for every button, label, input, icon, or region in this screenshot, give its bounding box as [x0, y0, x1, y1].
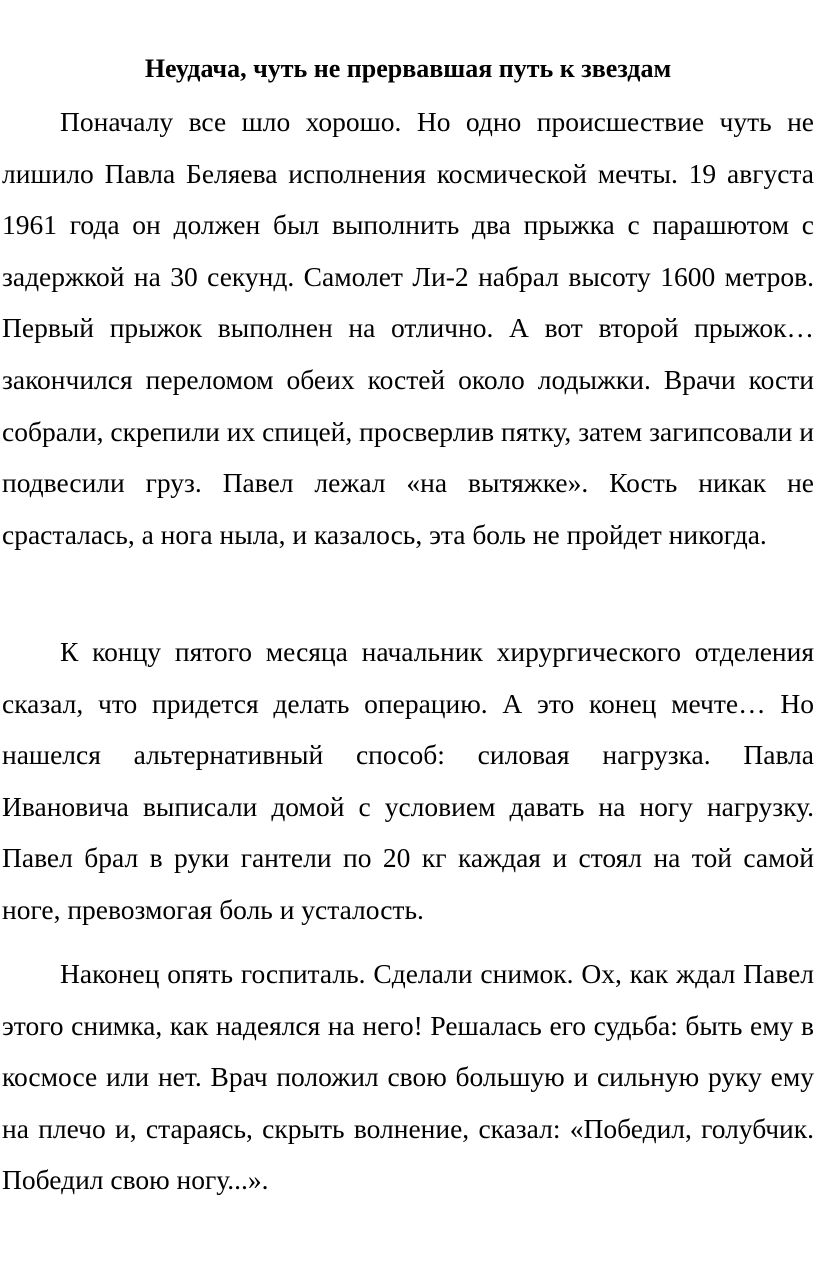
paragraph-2: К концу пятого месяца начальник хирургического отделения сказал, что придется делать операцию. А это конец мечте… Но нашелся альтернативный способ: силовая нагрузка. Павла Ивановича выписали домой с условием давать на ногу нагрузку. Павел брал в руки гантели по 20 кг каждая и стоял на той самой ноге, превозмогая боль и усталость.	[2, 636, 814, 925]
paragraph-3: Наконец опять госпиталь. Сделали снимок. Ох, как ждал Павел этого снимка, как надеялся на него! Решалась его судьба: быть ему в космосе или нет. Врач положил свою большую и сильную руку ему на плечо и, стараясь, скрыть волнение, сказал: «Победил, голубчик. Победил свою ногу...».	[2, 958, 814, 1196]
document-title: Неудача, чуть не прервавшая путь к звездам	[144, 54, 672, 83]
paragraph-1: Поначалу все шло хорошо. Но одно происшествие чуть не лишило Павла Беляева исполнения космической мечты. 19 августа 1961 года он должен был выполнить два прыжка с парашютом с задержкой на 30 секунд. Самолет Ли-2 набрал высоту 1600 метров. Первый прыжок выполнен на отлично. А вот второй прыжок… закончился переломом обеих костей около лодыжки. Врачи кости собрали, скрепили их спицей, просверлив пятку, затем загипсовали и подвесили груз. Павел лежал «на вытяжке». Кость никак не срасталась, а нога ныла, и казалось, эта боль не пройдет никогда.	[2, 106, 814, 550]
